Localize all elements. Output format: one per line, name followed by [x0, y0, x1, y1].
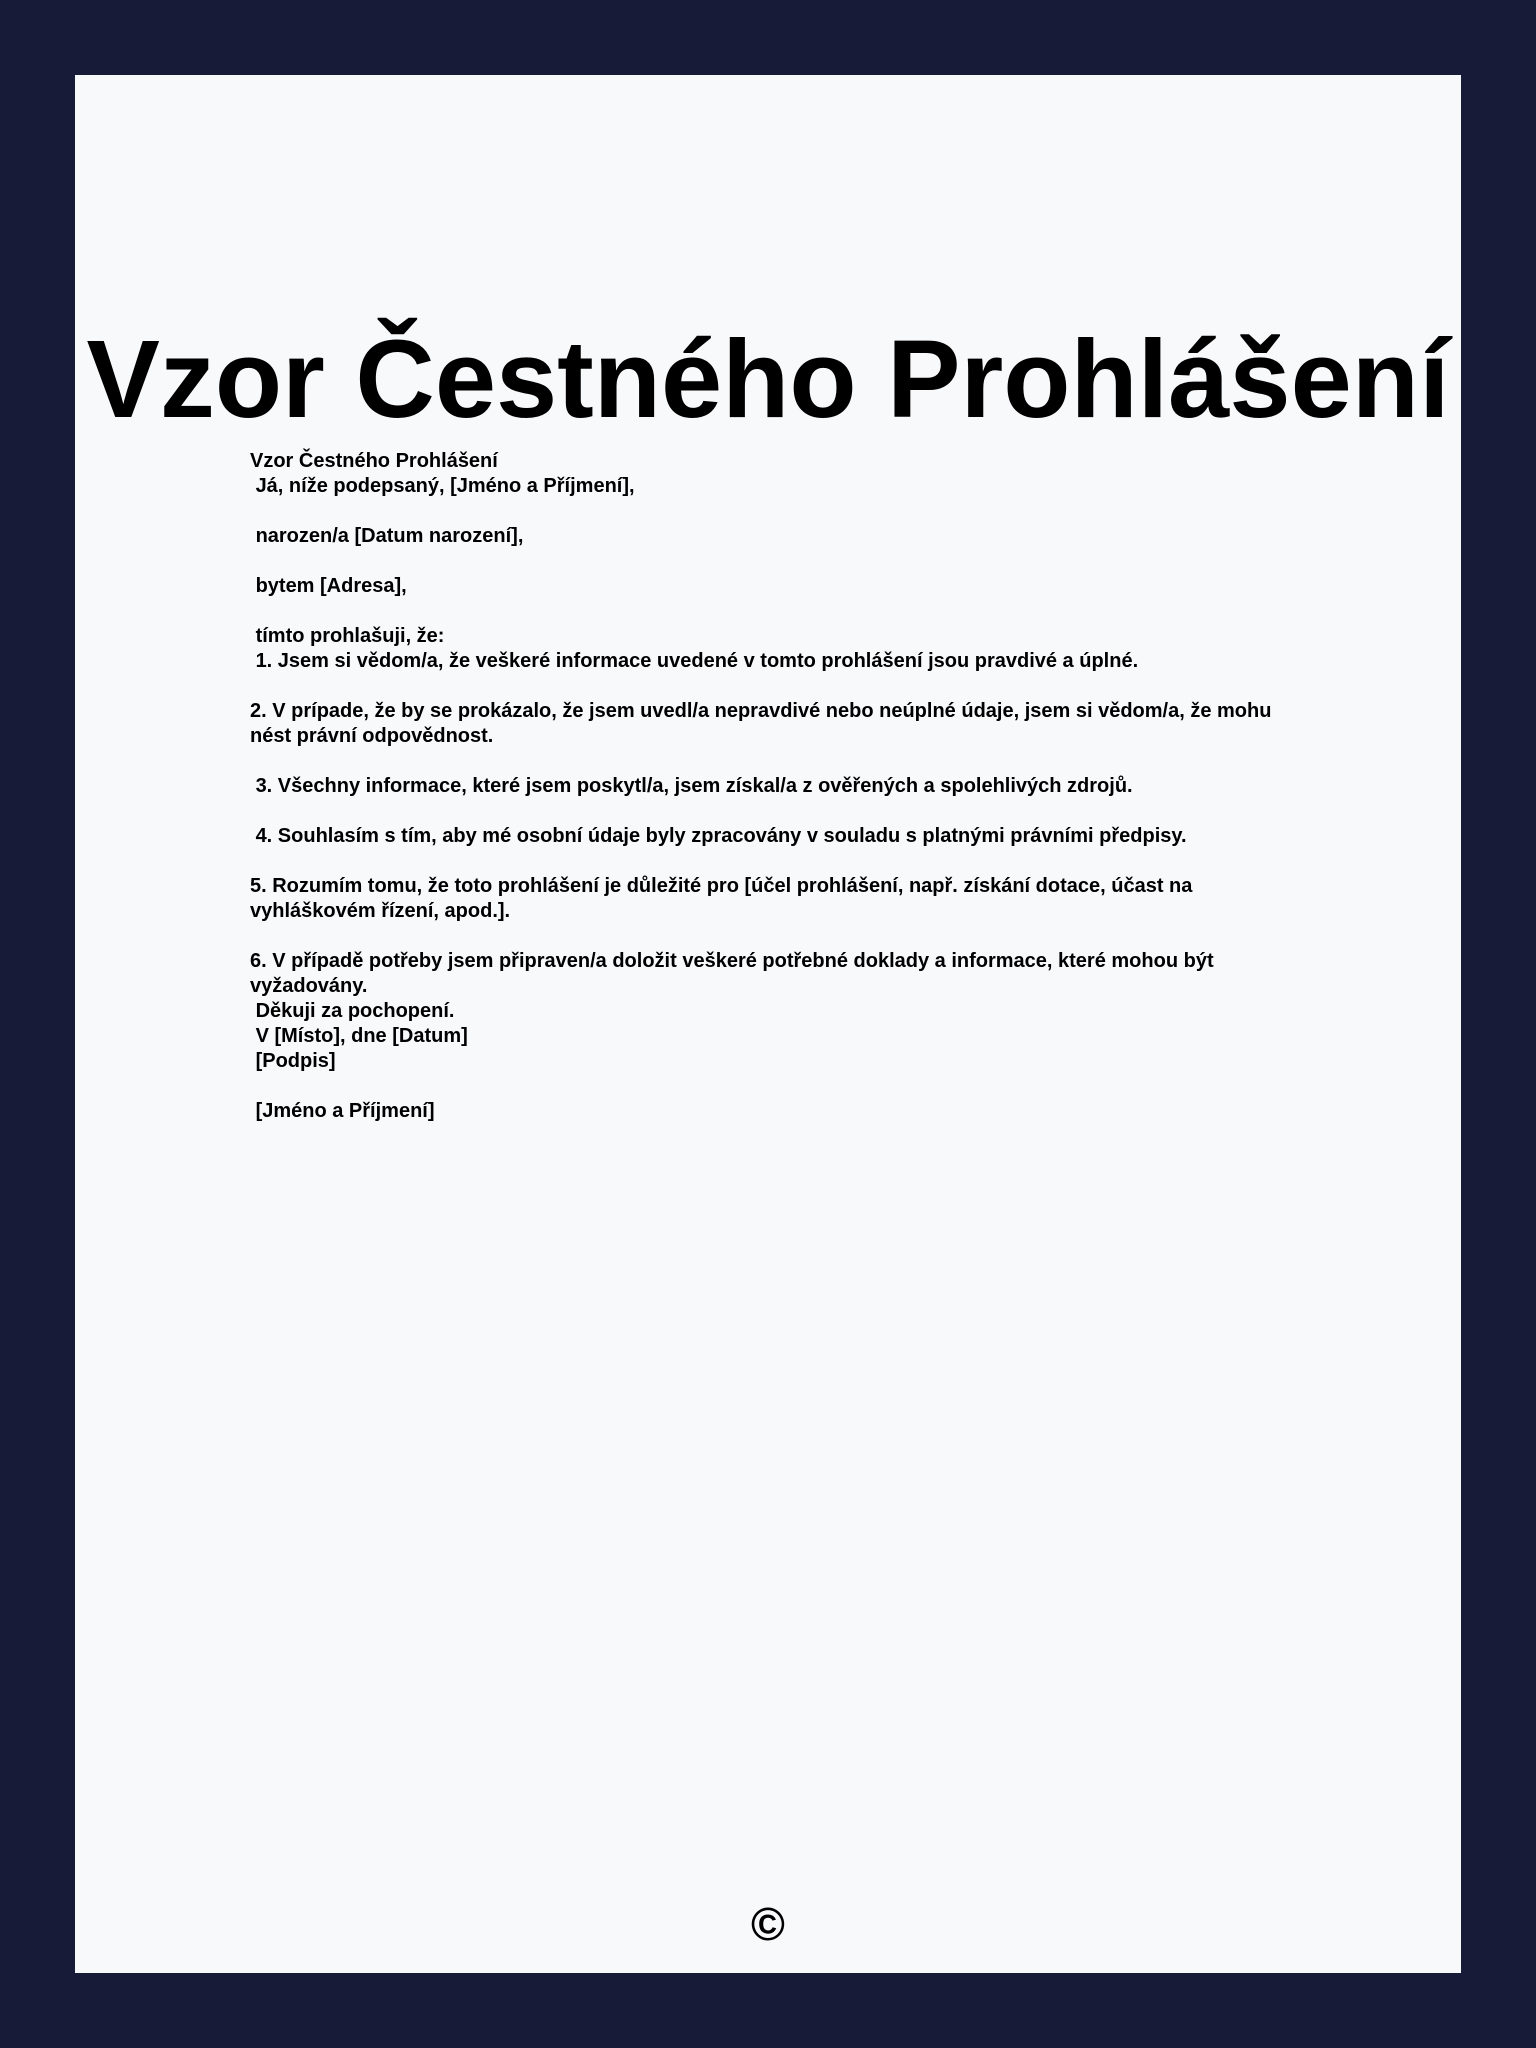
document-page [75, 75, 1461, 1973]
page-title: Vzor Čestného Prohlášení [86, 318, 1450, 441]
copyright-icon: © [751, 1898, 785, 1950]
document-body: Vzor Čestného Prohlášení Já, níže podepsaný, [Jméno a Příjmení], narozen/a [Datum narození], bytem [Adresa], tímto prohlašuji, že: 1. Jsem si vědom/a, že veškeré informace uvedené v tomto prohlášení jsou pravdivé a úplné. 2. V prípade, že by se prokázalo, že jsem uvedl/a nepravdivé nebo neúplné údaje, jsem si vědom/a, že mohu nést právní odpovědnost. 3. Všechny informace, které jsem poskytl/a, jsem získal/a z ověřených a spolehlivých zdrojů. 4. Souhlasím s tím, aby mé osobní údaje byly zpracovány v souladu s platnými právními předpisy. 5. Rozumím tomu, že toto prohlášení je důležité pro [účel prohlášení, např. získání dotace, účast na vyhláškovém řízení, apod.]. 6. V případě potřeby jsem připraven/a doložit veškeré potřebné doklady a informace, které mohou být vyžadovány. Děkuji za pochopení. V [Místo], dne [Datum] [Podpis] [Jméno a Příjmení] [250, 450, 1272, 1122]
